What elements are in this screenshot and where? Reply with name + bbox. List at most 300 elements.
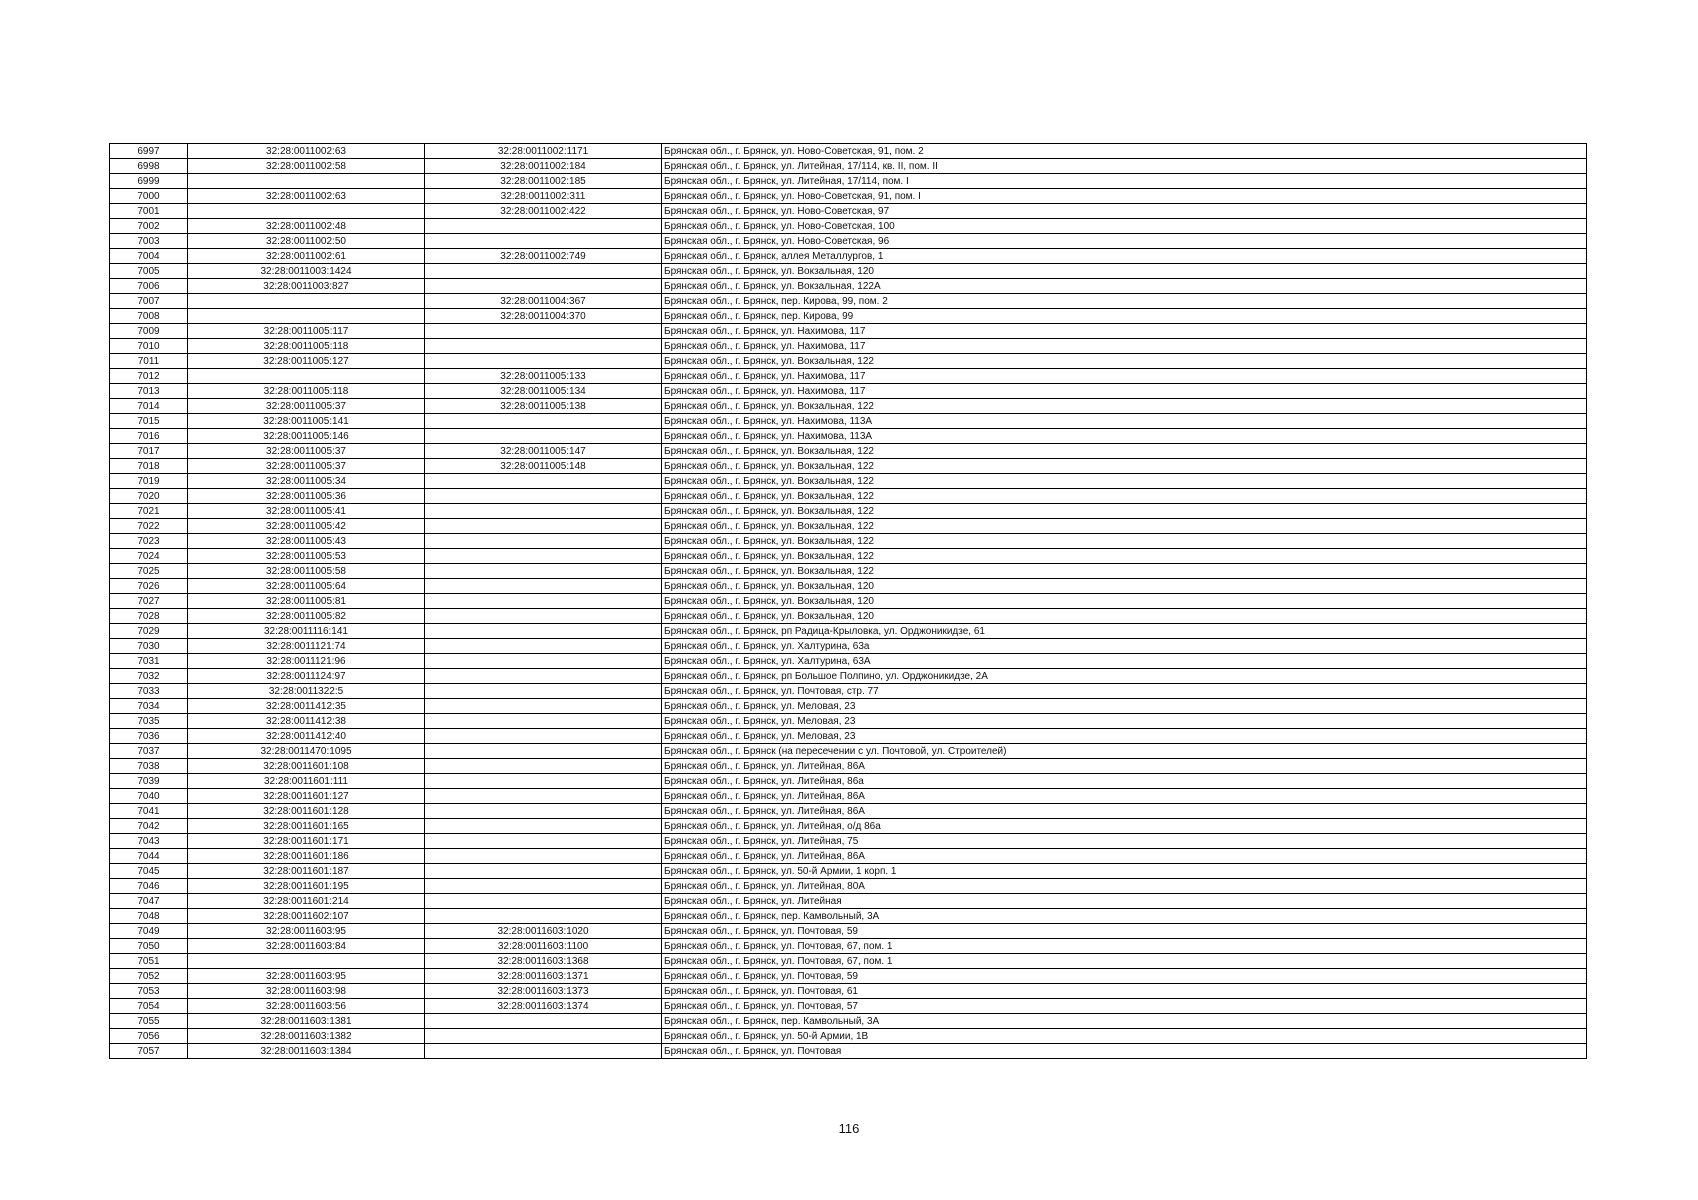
land-cadastral-number-cell: 32:28:0011601:127 [188, 789, 425, 804]
table-row [110, 774, 1587, 789]
object-cadastral-number-cell [425, 264, 662, 279]
address-cell: Брянская обл., г. Брянск, ул. Халтурина, 63а [662, 639, 1587, 654]
table-row [110, 474, 1587, 489]
table-row [110, 714, 1587, 729]
object-cadastral-number-cell [425, 804, 662, 819]
object-cadastral-number-cell [425, 519, 662, 534]
row-number-cell: 7051 [110, 954, 188, 969]
row-number-cell: 7034 [110, 699, 188, 714]
row-number-cell: 7023 [110, 534, 188, 549]
land-cadastral-number-cell: 32:28:0011003:827 [188, 279, 425, 294]
row-number-cell: 7042 [110, 819, 188, 834]
row-number-cell: 7019 [110, 474, 188, 489]
table-row [110, 219, 1587, 234]
table-row [110, 789, 1587, 804]
address-cell: Брянская обл., г. Брянск, ул. Литейная, 86А [662, 789, 1587, 804]
row-number-cell: 7032 [110, 669, 188, 684]
address-cell: Брянская обл., г. Брянск, ул. Нахимова, 117 [662, 339, 1587, 354]
object-cadastral-number-cell: 32:28:0011005:133 [425, 369, 662, 384]
land-cadastral-number-cell: 32:28:0011412:35 [188, 699, 425, 714]
table-row [110, 429, 1587, 444]
address-cell: Брянская обл., г. Брянск, ул. Нахимова, 117 [662, 369, 1587, 384]
row-number-cell: 7009 [110, 324, 188, 339]
land-cadastral-number-cell: 32:28:0011002:61 [188, 249, 425, 264]
land-cadastral-number-cell: 32:28:0011005:42 [188, 519, 425, 534]
object-cadastral-number-cell: 32:28:0011002:311 [425, 189, 662, 204]
table-row [110, 759, 1587, 774]
land-cadastral-number-cell [188, 309, 425, 324]
object-cadastral-number-cell [425, 504, 662, 519]
address-cell: Брянская обл., г. Брянск, ул. Вокзальная, 120 [662, 579, 1587, 594]
object-cadastral-number-cell [425, 564, 662, 579]
table-row [110, 384, 1587, 399]
row-number-cell: 7038 [110, 759, 188, 774]
row-number-cell: 7033 [110, 684, 188, 699]
table-row [110, 849, 1587, 864]
address-cell: Брянская обл., г. Брянск, ул. Ново-Советская, 96 [662, 234, 1587, 249]
table-row [110, 354, 1587, 369]
land-cadastral-number-cell: 32:28:0011601:165 [188, 819, 425, 834]
address-cell: Брянская обл., г. Брянск, ул. Вокзальная, 122 [662, 489, 1587, 504]
land-cadastral-number-cell: 32:28:0011603:1384 [188, 1044, 425, 1059]
table-row [110, 819, 1587, 834]
land-cadastral-number-cell: 32:28:0011002:63 [188, 144, 425, 159]
address-cell: Брянская обл., г. Брянск, ул. Ново-Советская, 100 [662, 219, 1587, 234]
land-cadastral-number-cell: 32:28:0011005:36 [188, 489, 425, 504]
address-cell: Брянская обл., г. Брянск, ул. Литейная [662, 894, 1587, 909]
table-row [110, 939, 1587, 954]
address-cell: Брянская обл., г. Брянск, ул. Почтовая, 67, пом. 1 [662, 939, 1587, 954]
address-cell: Брянская обл., г. Брянск, ул. Нахимова, 117 [662, 324, 1587, 339]
address-cell: Брянская обл., г. Брянск, ул. Вокзальная, 120 [662, 264, 1587, 279]
land-cadastral-number-cell [188, 204, 425, 219]
address-cell: Брянская обл., г. Брянск, ул. Вокзальная, 122 [662, 399, 1587, 414]
row-number-cell: 7040 [110, 789, 188, 804]
row-number-cell: 7031 [110, 654, 188, 669]
land-cadastral-number-cell: 32:28:0011412:40 [188, 729, 425, 744]
address-cell: Брянская обл., г. Брянск (на пересечении с ул. Почтовой, ул. Строителей) [662, 744, 1587, 759]
row-number-cell: 7024 [110, 549, 188, 564]
table-row [110, 504, 1587, 519]
row-number-cell: 7005 [110, 264, 188, 279]
object-cadastral-number-cell: 32:28:0011002:185 [425, 174, 662, 189]
table-row [110, 414, 1587, 429]
row-number-cell: 7045 [110, 864, 188, 879]
row-number-cell: 7001 [110, 204, 188, 219]
object-cadastral-number-cell [425, 639, 662, 654]
object-cadastral-number-cell [425, 594, 662, 609]
address-cell: Брянская обл., г. Брянск, ул. Халтурина, 63А [662, 654, 1587, 669]
address-cell: Брянская обл., г. Брянск, ул. Вокзальная, 122 [662, 474, 1587, 489]
land-cadastral-number-cell: 32:28:0011005:34 [188, 474, 425, 489]
object-cadastral-number-cell [425, 1029, 662, 1044]
address-cell: Брянская обл., г. Брянск, ул. Вокзальная, 122 [662, 519, 1587, 534]
row-number-cell: 7003 [110, 234, 188, 249]
object-cadastral-number-cell: 32:28:0011004:370 [425, 309, 662, 324]
row-number-cell: 7015 [110, 414, 188, 429]
table-row [110, 609, 1587, 624]
land-cadastral-number-cell: 32:28:0011603:56 [188, 999, 425, 1014]
table-row [110, 399, 1587, 414]
address-cell: Брянская обл., г. Брянск, ул. Вокзальная, 120 [662, 594, 1587, 609]
row-number-cell: 6998 [110, 159, 188, 174]
register-table-body [110, 144, 1587, 1059]
object-cadastral-number-cell: 32:28:0011002:422 [425, 204, 662, 219]
land-cadastral-number-cell: 32:28:0011470:1095 [188, 744, 425, 759]
land-cadastral-number-cell [188, 369, 425, 384]
table-row [110, 489, 1587, 504]
row-number-cell: 7021 [110, 504, 188, 519]
object-cadastral-number-cell [425, 729, 662, 744]
land-cadastral-number-cell: 32:28:0011005:81 [188, 594, 425, 609]
object-cadastral-number-cell: 32:28:0011603:1020 [425, 924, 662, 939]
table-row [110, 279, 1587, 294]
object-cadastral-number-cell: 32:28:0011005:147 [425, 444, 662, 459]
address-cell: Брянская обл., г. Брянск, ул. Литейная, 86А [662, 804, 1587, 819]
land-cadastral-number-cell: 32:28:0011005:37 [188, 444, 425, 459]
object-cadastral-number-cell: 32:28:0011002:184 [425, 159, 662, 174]
row-number-cell: 6997 [110, 144, 188, 159]
land-cadastral-number-cell: 32:28:0011601:214 [188, 894, 425, 909]
land-cadastral-number-cell: 32:28:0011601:186 [188, 849, 425, 864]
object-cadastral-number-cell [425, 1014, 662, 1029]
object-cadastral-number-cell [425, 834, 662, 849]
address-cell: Брянская обл., г. Брянск, пер. Камвольный, 3А [662, 1014, 1587, 1029]
table-row [110, 339, 1587, 354]
table-row [110, 1029, 1587, 1044]
table-row [110, 324, 1587, 339]
object-cadastral-number-cell: 32:28:0011005:134 [425, 384, 662, 399]
table-row [110, 294, 1587, 309]
table-row [110, 369, 1587, 384]
address-cell: Брянская обл., г. Брянск, ул. Вокзальная, 122 [662, 504, 1587, 519]
address-cell: Брянская обл., г. Брянск, ул. Нахимова, 113А [662, 414, 1587, 429]
object-cadastral-number-cell [425, 699, 662, 714]
land-cadastral-number-cell [188, 174, 425, 189]
address-cell: Брянская обл., г. Брянск, рп Радица-Крыловка, ул. Орджоникидзе, 61 [662, 624, 1587, 639]
table-row [110, 834, 1587, 849]
address-cell: Брянская обл., г. Брянск, ул. Нахимова, 117 [662, 384, 1587, 399]
row-number-cell: 7022 [110, 519, 188, 534]
address-cell: Брянская обл., г. Брянск, ул. 50-й Армии, 1 корп. 1 [662, 864, 1587, 879]
row-number-cell: 7057 [110, 1044, 188, 1059]
object-cadastral-number-cell [425, 549, 662, 564]
address-cell: Брянская обл., г. Брянск, ул. Нахимова, 113А [662, 429, 1587, 444]
address-cell: Брянская обл., г. Брянск, пер. Кирова, 99 [662, 309, 1587, 324]
table-row [110, 189, 1587, 204]
address-cell: Брянская обл., г. Брянск, аллея Металлургов, 1 [662, 249, 1587, 264]
object-cadastral-number-cell [425, 894, 662, 909]
table-row [110, 744, 1587, 759]
object-cadastral-number-cell: 32:28:0011603:1368 [425, 954, 662, 969]
address-cell: Брянская обл., г. Брянск, ул. Литейная, 86а [662, 774, 1587, 789]
address-cell: Брянская обл., г. Брянск, ул. Почтовая, 61 [662, 984, 1587, 999]
land-cadastral-number-cell: 32:28:0011121:96 [188, 654, 425, 669]
table-row [110, 444, 1587, 459]
table-row [110, 594, 1587, 609]
address-cell: Брянская обл., г. Брянск, ул. Вокзальная, 122 [662, 534, 1587, 549]
table-row [110, 579, 1587, 594]
land-cadastral-number-cell: 32:28:0011005:146 [188, 429, 425, 444]
row-number-cell: 7047 [110, 894, 188, 909]
object-cadastral-number-cell: 32:28:0011004:367 [425, 294, 662, 309]
land-cadastral-number-cell: 32:28:0011603:1381 [188, 1014, 425, 1029]
address-cell: Брянская обл., г. Брянск, пер. Камвольный, 3А [662, 909, 1587, 924]
row-number-cell: 6999 [110, 174, 188, 189]
row-number-cell: 7039 [110, 774, 188, 789]
address-cell: Брянская обл., г. Брянск, ул. Вокзальная, 122 [662, 354, 1587, 369]
land-cadastral-number-cell: 32:28:0011322:5 [188, 684, 425, 699]
address-cell: Брянская обл., г. Брянск, пер. Кирова, 99, пом. 2 [662, 294, 1587, 309]
land-cadastral-number-cell [188, 294, 425, 309]
object-cadastral-number-cell [425, 774, 662, 789]
land-cadastral-number-cell: 32:28:0011412:38 [188, 714, 425, 729]
table-row [110, 729, 1587, 744]
row-number-cell: 7030 [110, 639, 188, 654]
row-number-cell: 7025 [110, 564, 188, 579]
land-cadastral-number-cell: 32:28:0011603:95 [188, 924, 425, 939]
page-number: 116 [838, 1121, 860, 1136]
land-cadastral-number-cell [188, 954, 425, 969]
object-cadastral-number-cell [425, 429, 662, 444]
object-cadastral-number-cell: 32:28:0011002:749 [425, 249, 662, 264]
object-cadastral-number-cell: 32:28:0011603:1373 [425, 984, 662, 999]
land-cadastral-number-cell: 32:28:0011005:141 [188, 414, 425, 429]
land-cadastral-number-cell: 32:28:0011005:118 [188, 339, 425, 354]
table-row [110, 999, 1587, 1014]
object-cadastral-number-cell [425, 579, 662, 594]
object-cadastral-number-cell [425, 219, 662, 234]
row-number-cell: 7049 [110, 924, 188, 939]
table-row [110, 639, 1587, 654]
table-row [110, 549, 1587, 564]
object-cadastral-number-cell [425, 534, 662, 549]
row-number-cell: 7016 [110, 429, 188, 444]
object-cadastral-number-cell [425, 354, 662, 369]
address-cell: Брянская обл., г. Брянск, ул. Вокзальная, 120 [662, 609, 1587, 624]
object-cadastral-number-cell [425, 339, 662, 354]
address-cell: Брянская обл., г. Брянск, ул. Вокзальная, 122 [662, 444, 1587, 459]
address-cell: Брянская обл., г. Брянск, ул. Почтовая [662, 1044, 1587, 1059]
object-cadastral-number-cell [425, 819, 662, 834]
row-number-cell: 7043 [110, 834, 188, 849]
object-cadastral-number-cell [425, 1044, 662, 1059]
table-row [110, 984, 1587, 999]
table-row [110, 564, 1587, 579]
row-number-cell: 7028 [110, 609, 188, 624]
table-row [110, 204, 1587, 219]
table-row [110, 234, 1587, 249]
row-number-cell: 7007 [110, 294, 188, 309]
address-cell: Брянская обл., г. Брянск, ул. Литейная, 75 [662, 834, 1587, 849]
address-cell: Брянская обл., г. Брянск, ул. Литейная, 17/114, пом. I [662, 174, 1587, 189]
land-cadastral-number-cell: 32:28:0011005:117 [188, 324, 425, 339]
row-number-cell: 7056 [110, 1029, 188, 1044]
object-cadastral-number-cell [425, 474, 662, 489]
object-cadastral-number-cell [425, 684, 662, 699]
land-cadastral-number-cell: 32:28:0011005:82 [188, 609, 425, 624]
address-cell: Брянская обл., г. Брянск, ул. Почтовая, 57 [662, 999, 1587, 1014]
land-cadastral-number-cell: 32:28:0011121:74 [188, 639, 425, 654]
address-cell: Брянская обл., г. Брянск, ул. Меловая, 23 [662, 699, 1587, 714]
land-cadastral-number-cell: 32:28:0011005:64 [188, 579, 425, 594]
land-cadastral-number-cell: 32:28:0011603:98 [188, 984, 425, 999]
row-number-cell: 7036 [110, 729, 188, 744]
table-row [110, 1014, 1587, 1029]
object-cadastral-number-cell: 32:28:0011603:1100 [425, 939, 662, 954]
row-number-cell: 7008 [110, 309, 188, 324]
address-cell: Брянская обл., г. Брянск, ул. Вокзальная, 122А [662, 279, 1587, 294]
object-cadastral-number-cell [425, 789, 662, 804]
row-number-cell: 7018 [110, 459, 188, 474]
address-cell: Брянская обл., г. Брянск, ул. Вокзальная, 122 [662, 564, 1587, 579]
table-row [110, 669, 1587, 684]
address-cell: Брянская обл., г. Брянск, ул. Меловая, 23 [662, 714, 1587, 729]
table-row [110, 144, 1587, 159]
address-cell: Брянская обл., г. Брянск, ул. Почтовая, стр. 77 [662, 684, 1587, 699]
land-cadastral-number-cell: 32:28:0011005:58 [188, 564, 425, 579]
object-cadastral-number-cell [425, 714, 662, 729]
row-number-cell: 7017 [110, 444, 188, 459]
land-cadastral-number-cell: 32:28:0011005:127 [188, 354, 425, 369]
table-row [110, 684, 1587, 699]
row-number-cell: 7010 [110, 339, 188, 354]
address-cell: Брянская обл., г. Брянск, ул. Вокзальная, 122 [662, 459, 1587, 474]
row-number-cell: 7011 [110, 354, 188, 369]
object-cadastral-number-cell [425, 669, 662, 684]
table-row [110, 954, 1587, 969]
row-number-cell: 7046 [110, 879, 188, 894]
land-cadastral-number-cell: 32:28:0011124:97 [188, 669, 425, 684]
address-cell: Брянская обл., г. Брянск, ул. Литейная, 86А [662, 849, 1587, 864]
land-cadastral-number-cell: 32:28:0011603:1382 [188, 1029, 425, 1044]
table-row [110, 969, 1587, 984]
land-cadastral-number-cell: 32:28:0011601:171 [188, 834, 425, 849]
object-cadastral-number-cell [425, 864, 662, 879]
object-cadastral-number-cell [425, 279, 662, 294]
table-row [110, 909, 1587, 924]
object-cadastral-number-cell [425, 849, 662, 864]
table-row [110, 459, 1587, 474]
row-number-cell: 7020 [110, 489, 188, 504]
table-row [110, 1044, 1587, 1059]
table-row [110, 159, 1587, 174]
address-cell: Брянская обл., г. Брянск, ул. Почтовая, 59 [662, 969, 1587, 984]
object-cadastral-number-cell [425, 609, 662, 624]
row-number-cell: 7029 [110, 624, 188, 639]
address-cell: Брянская обл., г. Брянск, ул. Ново-Советская, 91, пом. 2 [662, 144, 1587, 159]
table-row [110, 264, 1587, 279]
object-cadastral-number-cell [425, 744, 662, 759]
land-cadastral-number-cell: 32:28:0011003:1424 [188, 264, 425, 279]
land-cadastral-number-cell: 32:28:0011116:141 [188, 624, 425, 639]
land-cadastral-number-cell: 32:28:0011002:48 [188, 219, 425, 234]
address-cell: Брянская обл., г. Брянск, ул. Ново-Советская, 97 [662, 204, 1587, 219]
address-cell: Брянская обл., г. Брянск, ул. Литейная, 17/114, кв. II, пом. II [662, 159, 1587, 174]
object-cadastral-number-cell [425, 414, 662, 429]
table-row [110, 894, 1587, 909]
row-number-cell: 7012 [110, 369, 188, 384]
land-cadastral-number-cell: 32:28:0011002:63 [188, 189, 425, 204]
table-row [110, 534, 1587, 549]
table-row [110, 174, 1587, 189]
register-table [109, 143, 1587, 1059]
object-cadastral-number-cell [425, 624, 662, 639]
table-row [110, 804, 1587, 819]
table-row [110, 864, 1587, 879]
row-number-cell: 7006 [110, 279, 188, 294]
address-cell: Брянская обл., г. Брянск, ул. Ново-Советская, 91, пом. I [662, 189, 1587, 204]
object-cadastral-number-cell [425, 759, 662, 774]
row-number-cell: 7044 [110, 849, 188, 864]
row-number-cell: 7027 [110, 594, 188, 609]
object-cadastral-number-cell: 32:28:0011603:1374 [425, 999, 662, 1014]
object-cadastral-number-cell [425, 879, 662, 894]
table-row [110, 654, 1587, 669]
land-cadastral-number-cell: 32:28:0011602:107 [188, 909, 425, 924]
object-cadastral-number-cell [425, 654, 662, 669]
row-number-cell: 7055 [110, 1014, 188, 1029]
land-cadastral-number-cell: 32:28:0011002:50 [188, 234, 425, 249]
land-cadastral-number-cell: 32:28:0011601:111 [188, 774, 425, 789]
row-number-cell: 7048 [110, 909, 188, 924]
row-number-cell: 7000 [110, 189, 188, 204]
table-row [110, 249, 1587, 264]
table-row [110, 519, 1587, 534]
row-number-cell: 7035 [110, 714, 188, 729]
address-cell: Брянская обл., г. Брянск, ул. Меловая, 23 [662, 729, 1587, 744]
land-cadastral-number-cell: 32:28:0011005:41 [188, 504, 425, 519]
table-row [110, 699, 1587, 714]
land-cadastral-number-cell: 32:28:0011603:84 [188, 939, 425, 954]
land-cadastral-number-cell: 32:28:0011601:187 [188, 864, 425, 879]
object-cadastral-number-cell: 32:28:0011005:148 [425, 459, 662, 474]
address-cell: Брянская обл., г. Брянск, ул. Почтовая, 59 [662, 924, 1587, 939]
table-row [110, 624, 1587, 639]
row-number-cell: 7054 [110, 999, 188, 1014]
land-cadastral-number-cell: 32:28:0011005:53 [188, 549, 425, 564]
object-cadastral-number-cell: 32:28:0011603:1371 [425, 969, 662, 984]
address-cell: Брянская обл., г. Брянск, рп Большое Полпино, ул. Орджоникидзе, 2А [662, 669, 1587, 684]
object-cadastral-number-cell: 32:28:0011002:1171 [425, 144, 662, 159]
land-cadastral-number-cell: 32:28:0011601:128 [188, 804, 425, 819]
row-number-cell: 7050 [110, 939, 188, 954]
object-cadastral-number-cell [425, 909, 662, 924]
address-cell: Брянская обл., г. Брянск, ул. Почтовая, 67, пом. 1 [662, 954, 1587, 969]
address-cell: Брянская обл., г. Брянск, ул. Литейная, о/д 86а [662, 819, 1587, 834]
address-cell: Брянская обл., г. Брянск, ул. 50-й Армии, 1В [662, 1029, 1587, 1044]
land-cadastral-number-cell: 32:28:0011002:58 [188, 159, 425, 174]
row-number-cell: 7041 [110, 804, 188, 819]
object-cadastral-number-cell [425, 489, 662, 504]
land-cadastral-number-cell: 32:28:0011005:37 [188, 459, 425, 474]
address-cell: Брянская обл., г. Брянск, ул. Вокзальная, 122 [662, 549, 1587, 564]
row-number-cell: 7052 [110, 969, 188, 984]
object-cadastral-number-cell: 32:28:0011005:138 [425, 399, 662, 414]
row-number-cell: 7013 [110, 384, 188, 399]
address-cell: Брянская обл., г. Брянск, ул. Литейная, 86А [662, 759, 1587, 774]
object-cadastral-number-cell [425, 234, 662, 249]
land-cadastral-number-cell: 32:28:0011601:108 [188, 759, 425, 774]
table-row [110, 924, 1587, 939]
row-number-cell: 7053 [110, 984, 188, 999]
row-number-cell: 7004 [110, 249, 188, 264]
row-number-cell: 7026 [110, 579, 188, 594]
land-cadastral-number-cell: 32:28:0011005:37 [188, 399, 425, 414]
land-cadastral-number-cell: 32:28:0011603:95 [188, 969, 425, 984]
address-cell: Брянская обл., г. Брянск, ул. Литейная, 80А [662, 879, 1587, 894]
land-cadastral-number-cell: 32:28:0011005:43 [188, 534, 425, 549]
